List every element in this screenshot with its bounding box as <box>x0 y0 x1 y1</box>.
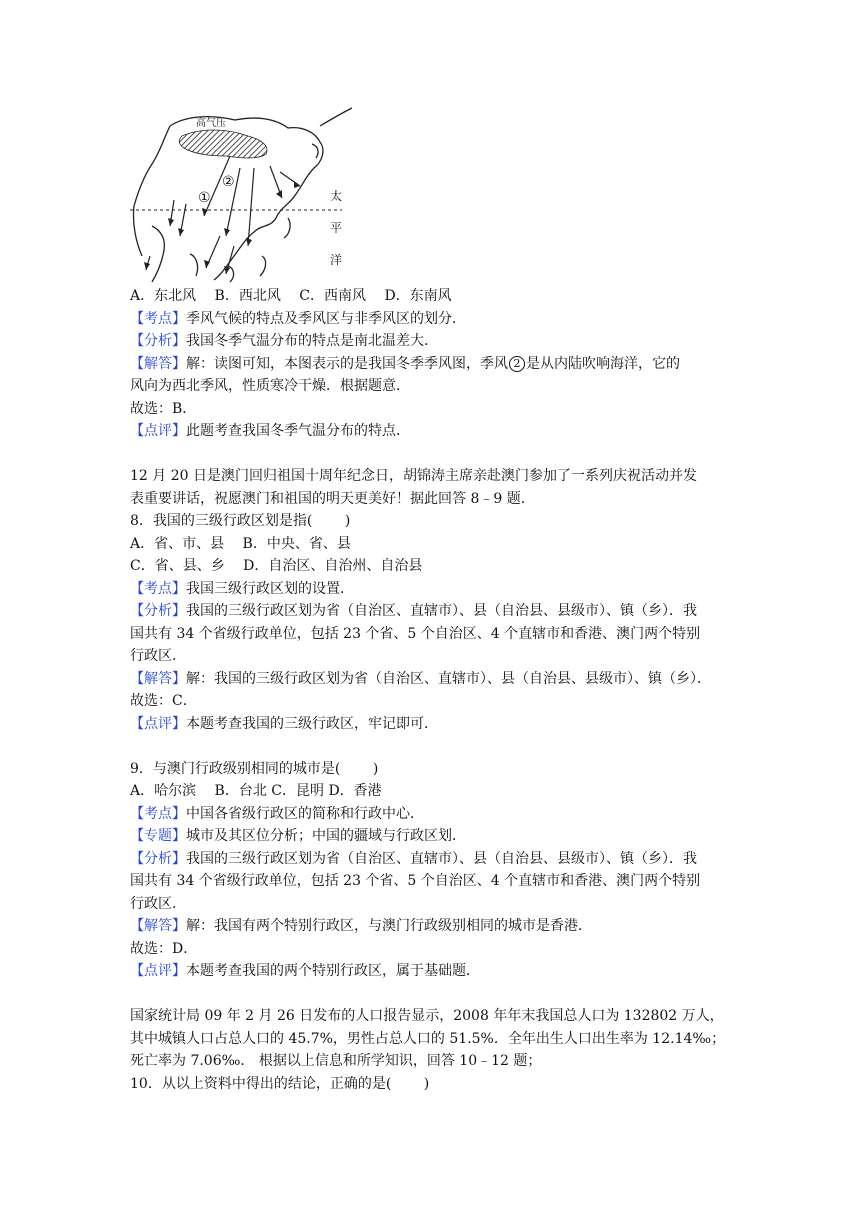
intro1-line2: 表重要讲话，祝愿澳门和祖国的明天更美好！据此回答 8﹣9 题． <box>130 490 535 507</box>
q8-dianping <box>130 713 740 736</box>
marker-1: ① <box>198 190 211 206</box>
q8-options-cd: C．省、县、乡 D．自治区、自治州、自治县 <box>130 558 423 574</box>
q7-options: A．东北风 B．西北风 C．西南风 D．东南风 <box>130 288 452 304</box>
dianping-tag: 【点评】 <box>130 715 186 732</box>
q9-options: A．哈尔滨 B．台北 C．昆明 D．香港 <box>130 783 382 799</box>
q7-jieda-line2: 风向为西北季风，性质寒冷干燥．根据题意． <box>130 378 410 394</box>
ocean-label-char-3: 洋 <box>330 253 343 267</box>
q7-dianping <box>130 420 740 443</box>
fenxi-text: 我国的三级行政区划为省（自治区、直辖市）、县（自治县、县级市）、镇（乡）．我 <box>186 850 697 867</box>
fenxi-tag: 【分析】 <box>130 333 186 349</box>
jieda-tag: 【解答】 <box>130 670 186 687</box>
kaodian-tag: 【考点】 <box>130 310 186 327</box>
jieda-text: 解：我国有两个特别行政区，与澳门行政级别相同的城市是香港． <box>186 918 592 934</box>
q8-fenxi <box>130 600 740 623</box>
intro2-line1: 国家统计局 09 年 2 月 26 日发布的人口报告显示，2008 年年末我国总人口为 132802 万人， <box>130 1008 724 1024</box>
q8-options-ab: A．省、市、县 B．中央、省、县 <box>130 535 351 552</box>
arrow-heads <box>144 182 300 274</box>
q8-fenxi-line3: 行政区． <box>130 648 186 664</box>
jieda-text: 解：我国的三级行政区划为省（自治区、直辖市）、县（自治县、县级市）、镇（乡）． <box>186 670 711 687</box>
q8-kaodian <box>130 578 740 601</box>
document-body <box>130 285 740 1095</box>
fenxi-text: 我国冬季气温分布的特点是南北温差大． <box>186 333 438 349</box>
kaodian-text: 季风气候的特点及季风区与非季风区的划分． <box>186 310 466 327</box>
q7-jieda <box>130 353 740 376</box>
q8-fenxi-line2: 国共有 34 个省级行政单位，包括 23 个省、5 个自治区、4 个直辖市和香港、澳门两个特别 <box>130 625 701 642</box>
intro1-line1: 12 月 20 日是澳门回归祖国十周年纪念日，胡锦涛主席亲赴澳门参加了一系列庆祝活动并发 <box>130 468 697 484</box>
dianping-text: 本题考查我国的两个特别行政区，属于基础题． <box>186 963 480 979</box>
q9-guxuan: 故选：D． <box>130 940 198 957</box>
q7-kaodian <box>130 308 740 331</box>
q9-fenxi-line3: 行政区． <box>130 895 186 912</box>
intro2-line3: 死亡率为 7.06‰． 根据以上信息和所学知识，回答 10﹣12 题； <box>130 1053 542 1069</box>
intro2-line2: 其中城镇人口占总人口的 45.7%，男性占总人口的 51.5%．全年出生人口出生率为 12.14‰； <box>130 1030 726 1047</box>
dianping-tag: 【点评】 <box>130 423 186 439</box>
q8-jieda <box>130 668 740 691</box>
jieda-text-cont: 是从内陆吹响海洋，它的 <box>526 355 680 372</box>
marker-2: ② <box>222 174 235 190</box>
q9-zhuanti <box>130 825 740 848</box>
q9-fenxi-line2: 国共有 34 个省级行政单位，包括 23 个省、5 个自治区、4 个直辖市和香港、澳门两个特别 <box>130 873 701 889</box>
ocean-label-char-1: 太 <box>330 189 343 203</box>
kaodian-text: 我国三级行政区划的设置． <box>186 580 354 597</box>
q9-kaodian <box>130 803 740 826</box>
jieda-text: 解：读图可知，本图表示的是我国冬季季风图，季风 <box>186 355 508 372</box>
q8-guxuan: 故选：C． <box>130 693 197 709</box>
kaodian-text: 中国各省级行政区的简称和行政中心． <box>186 805 424 822</box>
q9-dianping <box>130 960 740 983</box>
winter-monsoon-map <box>130 106 356 284</box>
q9-jieda <box>130 915 740 938</box>
zhuanti-tag: 【专题】 <box>130 828 186 844</box>
high-pressure-area <box>179 130 267 158</box>
kaodian-tag: 【考点】 <box>130 580 186 597</box>
dianping-tag: 【点评】 <box>130 963 186 979</box>
jieda-tag: 【解答】 <box>130 355 186 372</box>
q9-fenxi <box>130 848 740 871</box>
fenxi-tag: 【分析】 <box>130 603 186 619</box>
fenxi-text: 我国的三级行政区划为省（自治区、直辖市）、县（自治县、县级市）、镇（乡）．我 <box>186 603 697 619</box>
q8-stem: 8．我国的三级行政区划是指( ) <box>130 513 351 529</box>
circled-number-2: 2 <box>509 356 525 372</box>
jieda-tag: 【解答】 <box>130 918 186 934</box>
q9-stem: 9．与澳门行政级别相同的城市是( ) <box>130 760 379 777</box>
dianping-text: 此题考查我国冬季气温分布的特点． <box>186 423 410 439</box>
q7-fenxi <box>130 330 740 353</box>
high-pressure-label: 高气压 <box>196 118 226 129</box>
ocean-label-char-2: 平 <box>330 221 343 235</box>
kaodian-tag: 【考点】 <box>130 805 186 822</box>
q10-stem: 10．从以上资料中得出的结论，正确的是( ) <box>130 1075 430 1092</box>
zhuanti-text: 城市及其区位分析；中国的疆域与行政区划． <box>186 828 466 844</box>
dianping-text: 本题考查我国的三级行政区，牢记即可． <box>186 715 438 732</box>
q7-guxuan: 故选：B． <box>130 400 197 417</box>
fenxi-tag: 【分析】 <box>130 850 186 867</box>
